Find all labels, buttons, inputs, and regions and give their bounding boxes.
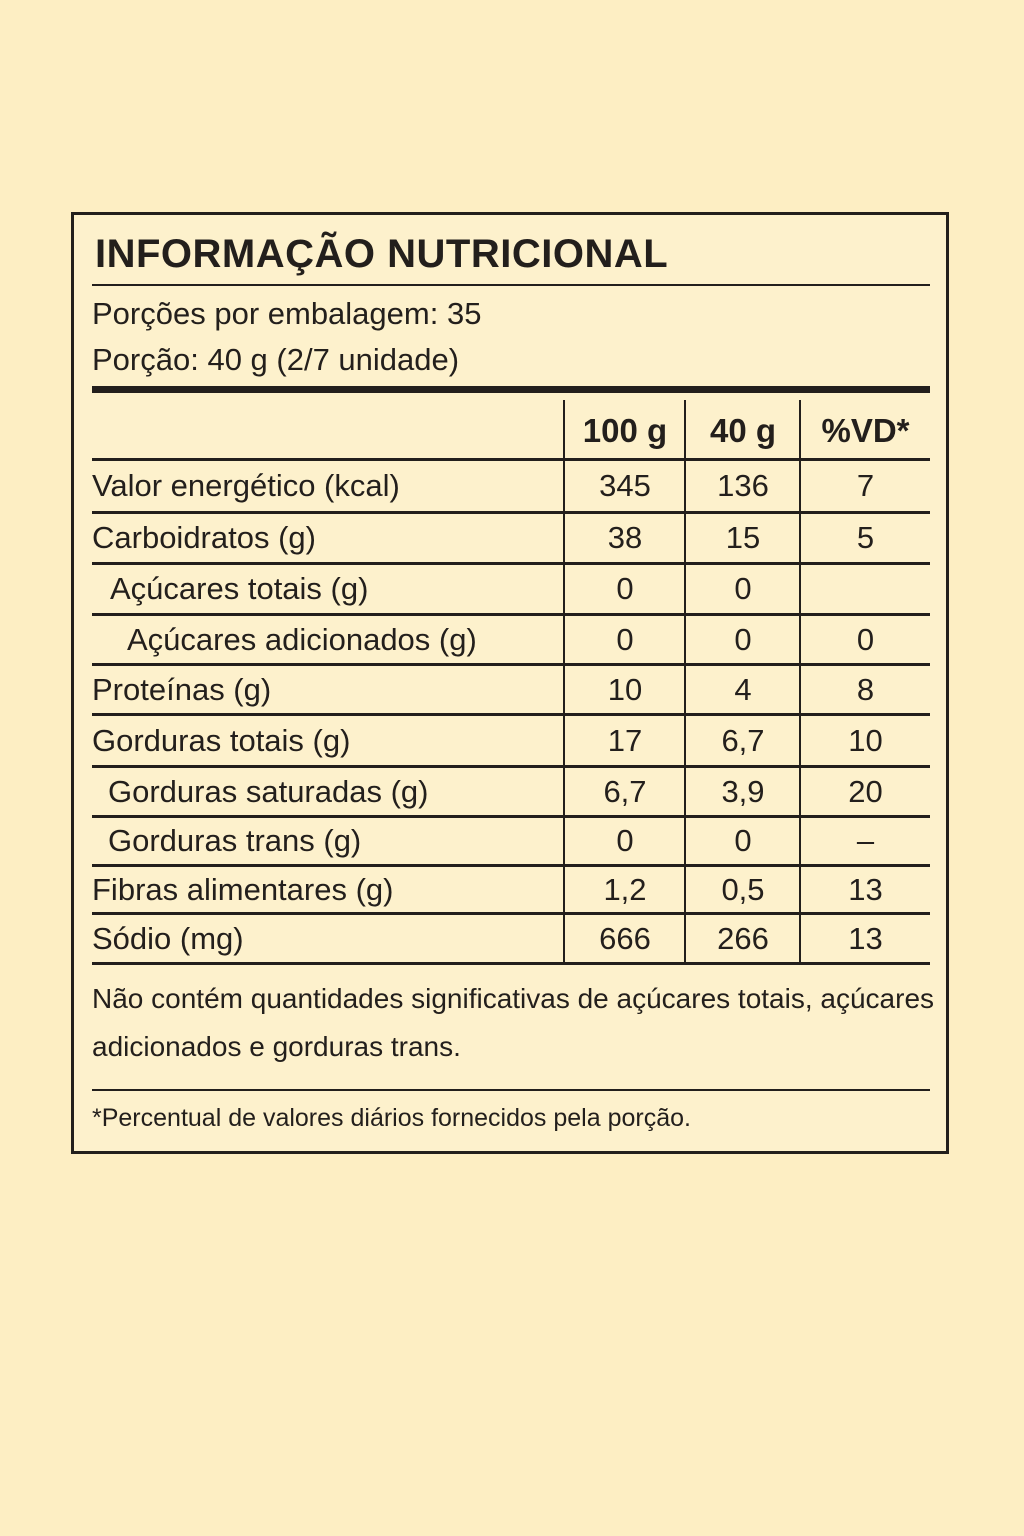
row-separator (92, 962, 930, 965)
daily-value-percent: 13 (848, 871, 883, 907)
value-per-serving: 136 (717, 468, 769, 503)
daily-value-percent: 5 (856, 520, 875, 555)
nutrient-row-total-fat (92, 716, 930, 765)
value-per-serving: 15 (725, 520, 761, 555)
value-per-serving: 3,9 (721, 773, 765, 809)
daily-value-percent (801, 565, 930, 613)
value-per-serving: 0,5 (721, 871, 765, 907)
nutrient-name: Proteínas (g) (92, 671, 272, 707)
nutrient-name: Sódio (mg) (92, 920, 244, 956)
not-significant-note: Não contém quantidades significativas de açúcares totais, açúcares adicionados e gorduras trans. (92, 983, 935, 1062)
column-header-vd: %VD* (821, 412, 910, 449)
nutrient-row-saturated-fat (92, 768, 930, 815)
value-per-serving: 6,7 (721, 722, 765, 758)
nutrient-name: Gorduras trans (g) (108, 823, 362, 858)
servings-per-package: Porções por embalagem: 35 (92, 296, 482, 331)
value-per-100g: 1,2 (603, 871, 647, 907)
value-per-serving: 0 (734, 823, 752, 858)
nutrient-name: Açúcares totais (g) (110, 571, 369, 606)
nutrient-row-energy (92, 461, 930, 511)
value-per-serving: 0 (734, 571, 752, 606)
daily-value-percent: 7 (856, 468, 875, 503)
column-header-100g: 100 g (582, 412, 668, 449)
nutrient-row-carbohydrates (92, 514, 930, 562)
value-per-serving: 266 (717, 920, 769, 956)
daily-value-percent: 8 (856, 671, 875, 707)
thick-divider (92, 386, 930, 393)
nutrient-name: Gorduras saturadas (g) (108, 773, 429, 809)
divider (92, 284, 930, 286)
value-per-100g: 0 (616, 823, 634, 858)
value-per-100g: 345 (599, 468, 651, 503)
daily-value-percent: – (856, 823, 875, 858)
nutrient-row-fiber (92, 867, 930, 912)
value-per-100g: 17 (607, 722, 643, 758)
value-per-100g: 0 (616, 571, 634, 606)
serving-size: Porção: 40 g (2/7 unidade) (92, 342, 460, 377)
daily-value-percent: 20 (848, 773, 883, 809)
nutrient-name: Carboidratos (g) (92, 520, 316, 555)
daily-value-percent: 10 (848, 722, 883, 758)
value-per-100g: 6,7 (603, 773, 647, 809)
divider (92, 1089, 930, 1091)
nutrient-name: Açúcares adicionados (g) (127, 621, 477, 657)
daily-value-percent: 13 (848, 920, 883, 956)
value-per-100g: 10 (607, 671, 643, 707)
nutrient-name: Gorduras totais (g) (92, 722, 351, 758)
value-per-100g: 0 (616, 621, 634, 657)
column-header-40g: 40 g (709, 412, 777, 449)
value-per-100g: 666 (599, 920, 651, 956)
nutrient-name: Fibras alimentares (g) (92, 871, 394, 907)
nutrient-row-sodium (92, 915, 930, 962)
daily-value-percent: 0 (856, 621, 875, 657)
nutrient-row-trans-fat (92, 818, 930, 864)
nutrient-name: Valor energético (kcal) (92, 468, 400, 503)
value-per-100g: 38 (607, 520, 643, 555)
nutrient-row-proteins (92, 666, 930, 713)
nutrient-row-added-sugars (92, 616, 930, 663)
daily-value-footnote: *Percentual de valores diários fornecidos pela porção. (92, 1104, 691, 1132)
nutrient-row-total-sugars (92, 565, 930, 613)
value-per-serving: 0 (734, 621, 752, 657)
value-per-serving: 4 (734, 671, 752, 707)
panel-title: INFORMAÇÃO NUTRICIONAL (95, 232, 669, 276)
